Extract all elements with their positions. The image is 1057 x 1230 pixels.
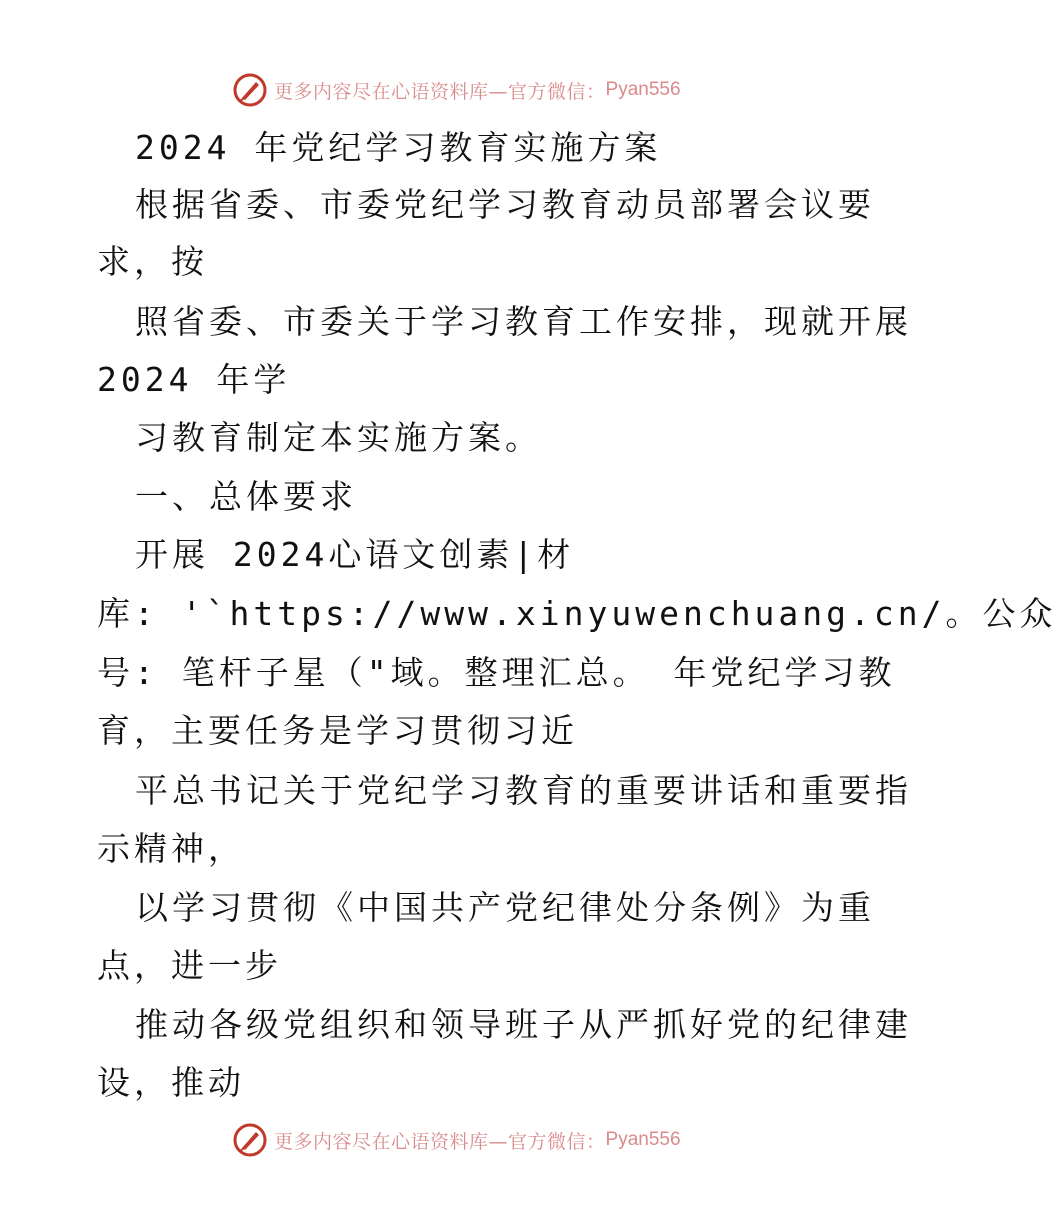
body-line: 号: 笔杆子星（"域。整理汇总。 年党纪学习教 [97,653,896,692]
body-line: 根据省委、市委党纪学习教育动员部署会议要 [135,185,875,224]
header-wechat-id: Pyan556 [605,79,681,100]
body-line: 育，主要任务是学习贯彻习近 [97,711,578,750]
body-line: 照省委、市委关于学习教育工作安排，现就开展 [135,302,912,341]
footer-banner [232,1120,681,1160]
quill-logo-icon [232,72,268,108]
body-line: 库: '`https://www.xinyuwenchuang.cn/。公众 [97,594,1057,633]
header-banner-text: 更多内容尽在心语资料库—官方微信： [274,80,606,103]
body-line: 以学习贯彻《中国共产党纪律处分条例》为重 [135,888,875,927]
body-line: 2024 年学 [97,360,291,399]
body-line: 求，按 [97,242,208,281]
body-line: 示精神， [97,829,245,868]
body-line: 开展 2024心语文创素|材 [135,535,575,574]
document-title: 2024 年党纪学习教育实施方案 [135,128,662,167]
header-banner [232,70,681,110]
body-line: 点，进一步 [97,946,282,985]
section-heading: 一、总体要求 [135,477,357,516]
body-line: 设，推动 [97,1063,245,1102]
body-line: 习教育制定本实施方案。 [135,418,542,457]
footer-banner-text: 更多内容尽在心语资料库—官方微信： [274,1130,606,1153]
body-line: 推动各级党组织和领导班子从严抓好党的纪律建 [135,1005,912,1044]
body-line: 平总书记关于党纪学习教育的重要讲话和重要指 [135,771,912,810]
footer-wechat-id: Pyan556 [605,1129,681,1150]
quill-logo-icon [232,1122,268,1158]
